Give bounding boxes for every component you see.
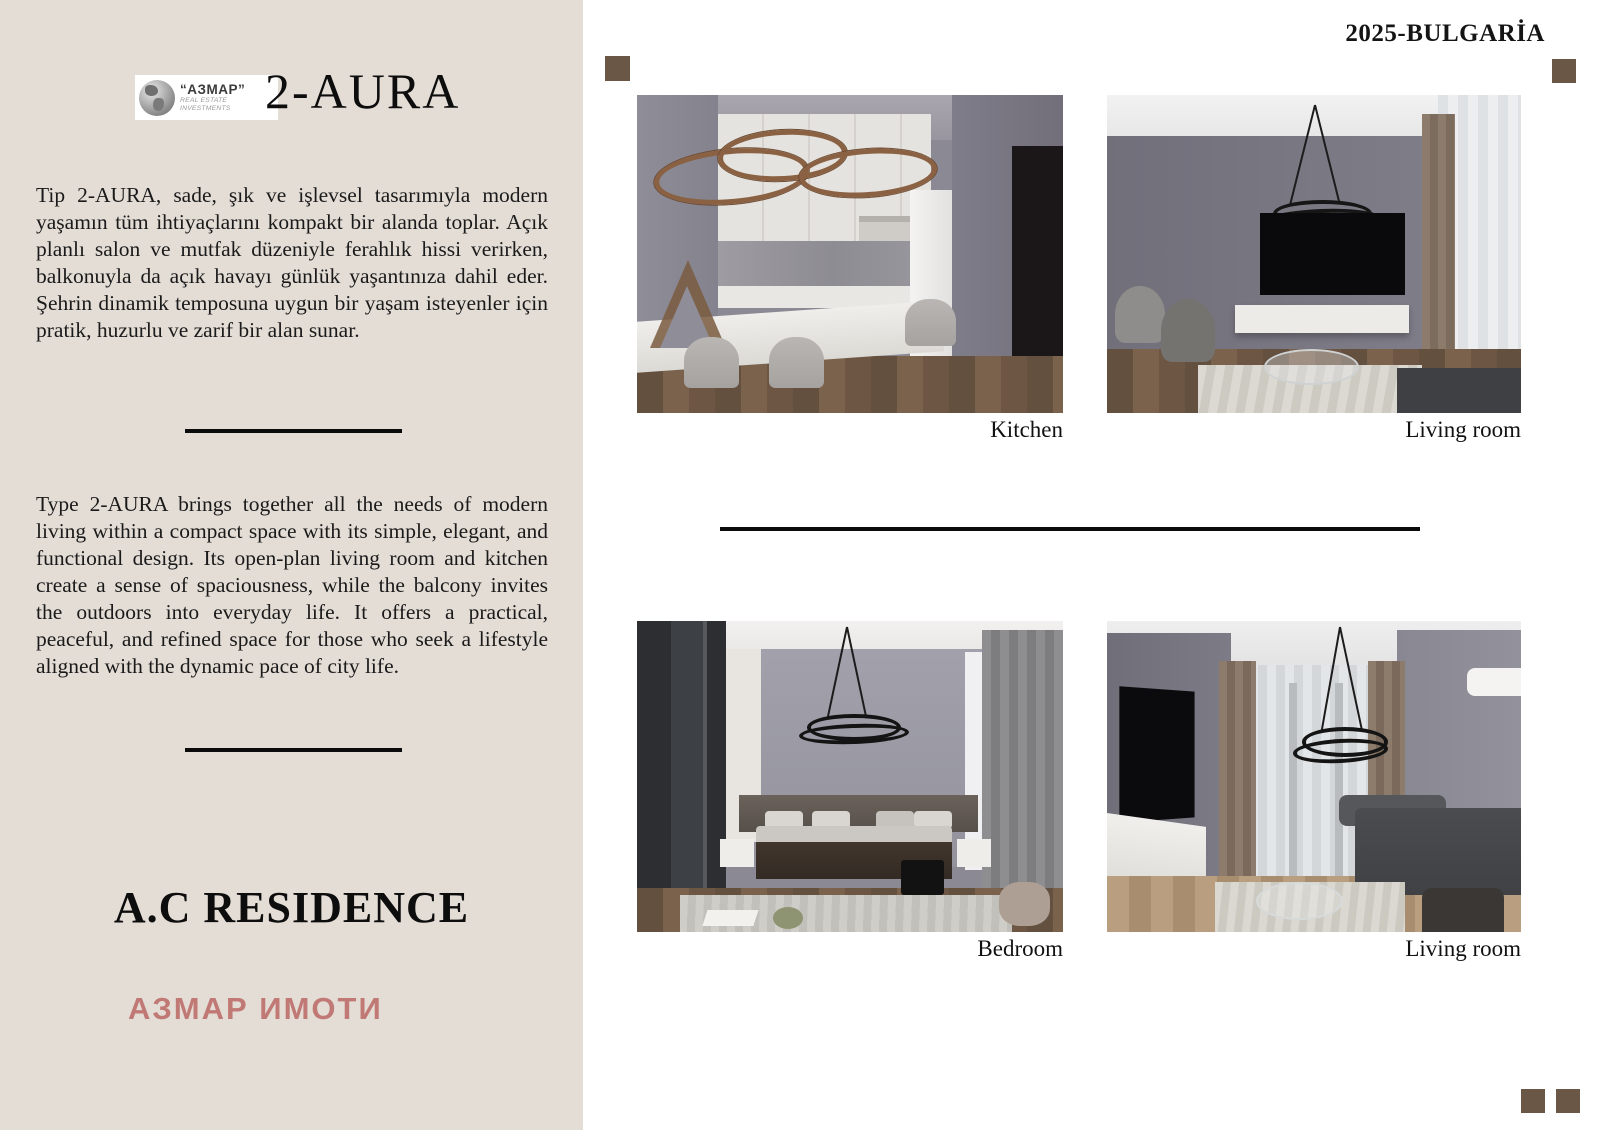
living-room-figure bbox=[1107, 621, 1521, 961]
decor-square bbox=[605, 56, 630, 81]
air-conditioner bbox=[1467, 668, 1521, 696]
decor-square bbox=[1521, 1089, 1545, 1113]
bar-stool bbox=[769, 337, 824, 388]
tv-screen bbox=[1120, 687, 1195, 823]
armchair bbox=[1422, 888, 1505, 932]
sofa bbox=[1397, 368, 1521, 413]
logo-text bbox=[180, 83, 278, 111]
project-name: A.C RESIDENCE bbox=[113, 883, 470, 932]
dining-chair bbox=[1115, 286, 1165, 343]
agency-name: АЗМАР ИМОТИ bbox=[128, 991, 383, 1026]
nightstand bbox=[957, 839, 991, 867]
photo-caption: Kitchen bbox=[990, 417, 1063, 442]
bedroom-figure bbox=[637, 621, 1063, 961]
logo-tagline: REAL ESTATE INVESTMENTS bbox=[180, 97, 231, 112]
photo-caption: Living room bbox=[1405, 417, 1521, 442]
description-turkish: Tip 2-AURA, sade, şık ve işlevsel tasarımıyla modern yaşamın tüm ihtiyaçlarını kompakt bir alanda toplar. Açık planlı salon ve mutfak düzeniyle ferahlık hissi verirken, balkonuyla da açık havayı günlük yaşantınıza dahil eder. Şehrin dinamik temposuna uygun bir yaşam isteyenler için pratik, huzurlu ve zarif bir alan sunar. bbox=[36, 183, 548, 342]
living-room-photo bbox=[1107, 95, 1521, 413]
decor-square bbox=[1556, 1089, 1580, 1113]
decor-square bbox=[1552, 59, 1576, 83]
curtain bbox=[982, 630, 1063, 904]
edition-label: 2025-BULGARİA bbox=[1345, 20, 1545, 47]
bar-stool bbox=[905, 299, 956, 347]
nightstand bbox=[720, 839, 754, 867]
description-english: Type 2-AURA brings together all the needs of modern living within a compact space with its simple, elegant, and functional design. Its open-plan living room and kitchen create a sense of spaciousness, while the balcony invites the outdoors into everyday life. It offers a practical, peaceful, and refined space for those who seek a lifestyle aligned with the dynamic pace of city life. bbox=[36, 492, 548, 678]
tv-screen bbox=[1260, 213, 1405, 296]
black-bag bbox=[901, 860, 944, 894]
curtain bbox=[1422, 114, 1455, 387]
doorway bbox=[1012, 146, 1063, 356]
glass-wardrobe bbox=[637, 621, 726, 932]
living-room-photo bbox=[1107, 621, 1521, 932]
dining-chair bbox=[1161, 299, 1215, 363]
photo-caption: Bedroom bbox=[977, 936, 1063, 961]
pouf bbox=[999, 882, 1050, 926]
divider-line bbox=[185, 429, 402, 433]
unit-title: 2-AURA bbox=[265, 63, 461, 119]
tv-console bbox=[1235, 305, 1409, 334]
sidebar bbox=[0, 0, 583, 1130]
company-logo bbox=[135, 75, 278, 120]
photo-caption: Living room bbox=[1405, 936, 1521, 961]
divider-line bbox=[185, 748, 402, 752]
gallery-divider-line bbox=[720, 527, 1420, 531]
globe-icon bbox=[139, 80, 175, 116]
window-mullion bbox=[1289, 683, 1297, 876]
kitchen-photo bbox=[637, 95, 1063, 413]
logo-brand: “АЗМАР” bbox=[180, 82, 246, 98]
living-room-figure bbox=[1107, 95, 1521, 442]
bar-stool bbox=[684, 337, 739, 388]
open-magazine bbox=[703, 910, 759, 926]
kitchen-figure bbox=[637, 95, 1063, 442]
bedroom-photo bbox=[637, 621, 1063, 932]
curtain bbox=[1219, 661, 1256, 879]
window-mullion bbox=[1335, 683, 1343, 876]
ball-cushion bbox=[773, 907, 803, 929]
